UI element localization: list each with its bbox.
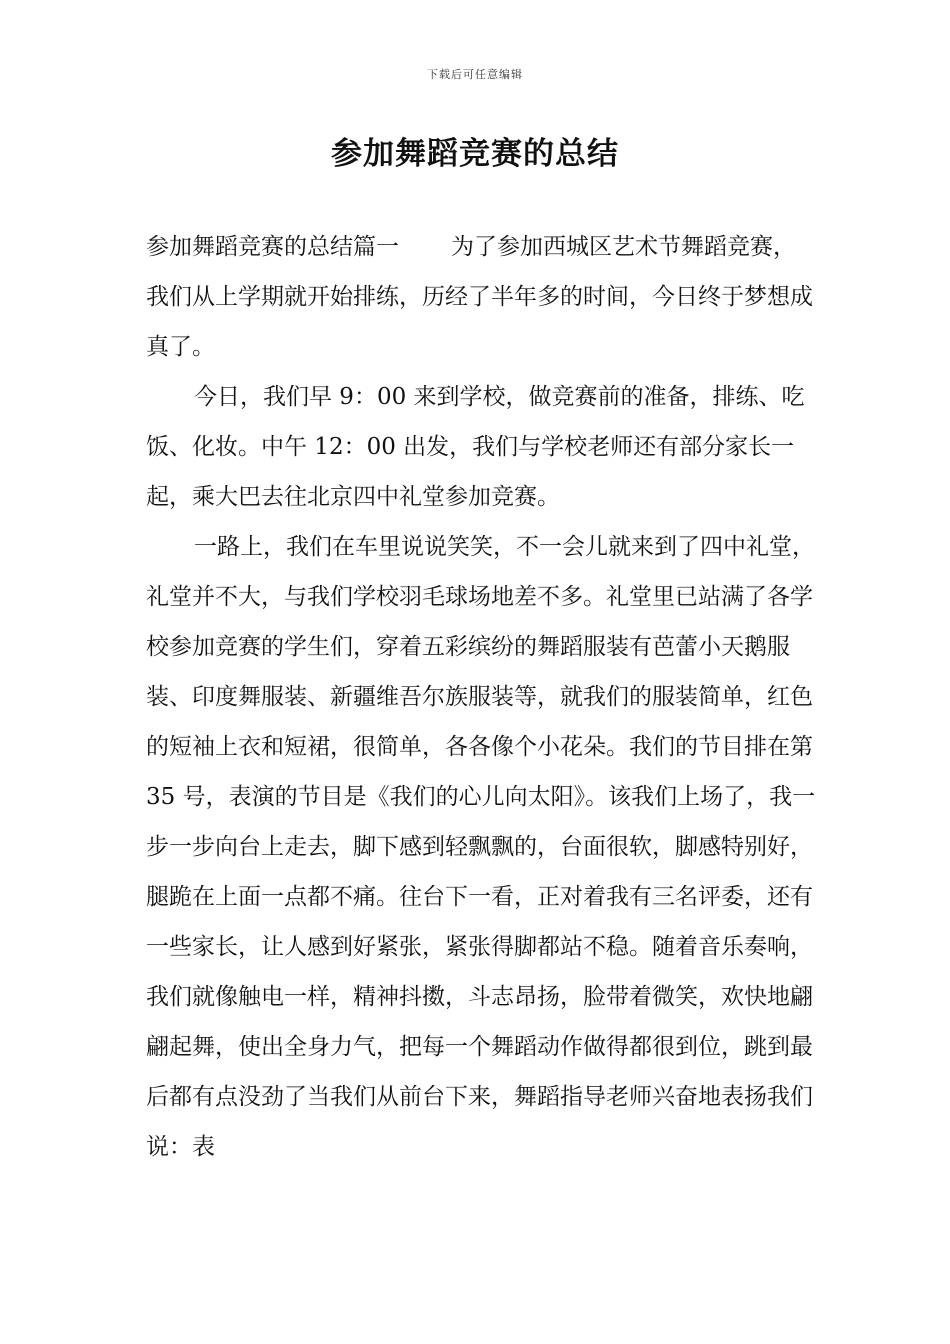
document-title: 参加舞蹈竞赛的总结 bbox=[331, 136, 619, 172]
paragraph-1-text: 为了参加西城区艺术节舞蹈竞赛，我们从上学期就开始排练，历经了半年多的时间，今日终于梦想成真了。 bbox=[146, 234, 813, 360]
header-note: 下载后可任意编辑 bbox=[427, 68, 523, 81]
document-body bbox=[146, 222, 816, 1172]
paragraph-1 bbox=[146, 222, 816, 372]
paragraph-3: 一路上，我们在车里说说笑笑，不一会儿就来到了四中礼堂，礼堂并不大，与我们学校羽毛球场地差不多。礼堂里已站满了各学校参加竞赛的学生们，穿着五彩缤纷的舞蹈服装有芭蕾小天鹅服装、印度舞服装、新疆维吾尔族服装等，就我们的服装简单，红色的短袖上衣和短裙，很简单，各各像个小花朵。我们的节目排在第 35 号，表演的节目是《我们的心儿向太阳》。该我们上场了，我一步一步向台上走去，脚下感到轻飘飘的，台面很软，脚感特别好，腿跪在上面一点都不痛。往台下一看，正对着我有三名评委，还有一些家长，让人感到好紧张，紧张得脚都站不稳。随着音乐奏响，我们就像触电一样，精神抖擞，斗志昂扬，脸带着微笑，欢快地翩翩起舞，使出全身力气，把每一个舞蹈动作做得都很到位，跳到最后都有点没劲了当我们从前台下来，舞蹈指导老师兴奋地表扬我们说：表 bbox=[146, 534, 816, 1160]
section-label: 参加舞蹈竞赛的总结篇一 bbox=[146, 234, 399, 260]
paragraph-2: 今日，我们早 9：00 来到学校，做竞赛前的准备，排练、吃饭、化妆。中午 12：00 出发，我们与学校老师还有部分家长一起，乘大巴去往北京四中礼堂参加竞赛。 bbox=[146, 384, 805, 510]
